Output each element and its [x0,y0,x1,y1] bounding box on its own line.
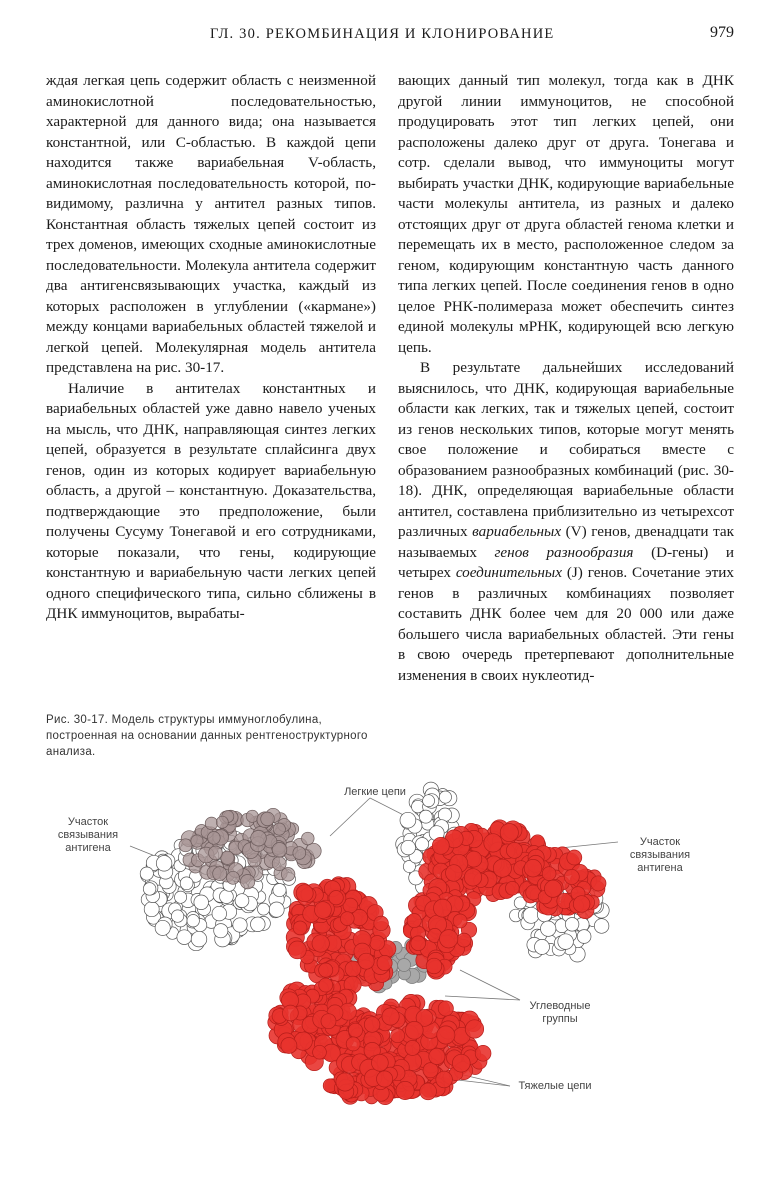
atom-sphere [419,810,432,823]
atom-sphere [382,1008,399,1025]
atom-sphere [156,856,172,872]
atom-sphere [391,1029,405,1043]
atom-sphere [370,936,385,951]
atom-sphere [336,1073,354,1091]
atom-sphere [171,910,183,922]
atom-sphere [423,1063,438,1078]
atom-sphere [405,1021,423,1039]
atom-sphere [426,958,442,974]
atom-sphere [205,817,218,830]
atom-sphere [177,930,192,945]
term-joining-genes: соединительных [455,564,562,581]
atom-sphere [565,918,579,932]
atom-sphere [577,930,591,944]
atom-sphere [438,808,451,821]
atom-sphere [524,859,542,877]
atom-sphere [573,896,590,913]
right-paragraph-1: вающих данный тип молекул, тогда как в ДНК другой линии иммуноцитов, не способной продуцировать этот тип легких цепей, они расположены далеко друг от друга. Тонегава и сотр. сделали вывод, что иммуноциты могут выбирать участки ДНК, кодирующие вариабельные части молекулы антитела, из разных и далеко отстоящих друг от друга областей генома клетки и перемещать их в место, расположенное следом за геном, кодирующим константную часть данного типа легких цепей. После соединения генов в одно целое РНК-полимераза может обеспечить синтез единой молекулы мРНК, кодирующей всю легкую цепь. [398,72,734,356]
atom-sphere [523,907,539,923]
atom-sphere [401,840,416,855]
atom-sphere [313,1045,327,1059]
label-antigen-site-left: Участок связывания антигена [57,816,119,854]
left-paragraph-2: Наличие в антителах константных и вариабельных областей уже давно навело ученых на мысль, что ДНК, направляющая синтез легких цепей, образуется в результате сплайсинга двух генов, один из которых кодирует вариабельную область, а другой – константную. Доказательства, подтверждающие это предположение, были получены Сусуму Тонегавой и его сотрудниками, которые показали, что гены, кодирующие константную и вариабельную части легких цепей одного специфического типа, сильно сближены в ДНК иммуноцитов, вырабаты- [46,379,376,622]
right-paragraph-2 [398,358,734,686]
figure-caption: Рис. 30-17. Модель структуры иммуноглобулина, построенная на основании данных рентгеноструктурного анализа. [46,714,368,758]
right-paragraph-2c: (D-гены) и четырех [398,543,734,581]
atom-sphere [407,914,421,928]
atom-sphere [475,1045,491,1061]
atom-sphere [143,883,156,896]
atom-sphere [175,891,187,903]
atom-sphere [261,812,275,826]
atom-sphere [293,921,307,935]
atom-sphere [258,903,270,915]
atom-sphere [429,1048,445,1064]
left-column [46,71,376,625]
atom-sphere [269,902,284,917]
label-antigen-site-right: Участок связывания антигена [629,836,691,874]
right-column [398,71,734,686]
atom-sphere [214,924,228,938]
atom-sphere [289,941,307,959]
atom-sphere [319,978,333,992]
atom-sphere [464,869,481,886]
atom-sphere [423,795,435,807]
atom-sphere [312,935,329,952]
atom-sphere [194,895,209,910]
atom-sphere [398,959,411,972]
atom-sphere [457,933,471,947]
atom-sphere [273,884,286,897]
page-header [0,24,774,48]
atom-sphere [484,834,502,852]
right-paragraph-2d: (J) генов. Сочетание этих генов в различных комбинациях позволяет составить ДНК более чем для 20 000 или даже большего числа вариабельных областей. Эти гены в свою очередь претерпевают дополнительные изменения в своих нуклеотид- [398,564,735,684]
atom-sphere [251,917,266,932]
atom-sphere [346,1037,360,1051]
atom-sphere [374,916,389,931]
atom-sphere [251,830,267,846]
atom-sphere [564,869,579,884]
atom-sphere [235,894,249,908]
atom-sphere [500,824,518,842]
atom-sphere [207,832,220,845]
atom-sphere [535,939,550,954]
atom-sphere [315,902,332,919]
atom-sphere [541,921,556,936]
heavy-chain-atoms [268,820,606,1105]
atom-sphere [296,885,313,902]
atom-sphere [416,838,429,851]
atom-sphere [434,899,452,917]
atom-sphere [544,880,561,897]
atom-sphere [216,816,228,828]
term-diversity-genes: генов разнообразия [494,543,634,561]
atom-sphere [505,881,519,895]
atom-sphere [272,843,287,858]
atom-sphere [293,847,306,860]
atom-sphere [405,1040,420,1055]
right-paragraph-2a: В результате дальнейших исследований выяснилось, что ДНК, кодирующая вариабельные области как легких, так и тяжелых цепей, состоит из генов нескольких типов, которые могут менять свое положение и собираться вместе с образованием разнообразных комбинаций (рис. 30-18). ДНК, определяющая вариабельные области антител, составлена приблизительно из четырехсот различных [398,359,734,540]
atom-sphere [348,1023,362,1037]
page-number: 979 [710,24,734,41]
atom-sphere [377,1071,393,1087]
atom-sphere [281,868,295,882]
atom-sphere [453,914,467,928]
atom-sphere [321,1014,336,1029]
atom-sphere [212,906,227,921]
atom-sphere [180,877,193,890]
right-paragraph-2b: (V) генов, двенадцати так называемых [398,523,735,561]
atom-sphere [506,842,522,858]
atom-sphere [396,1081,414,1099]
atom-sphere [155,920,170,935]
running-title: ГЛ. 30. РЕКОМБИНАЦИЯ И КЛОНИРОВАНИЕ [210,26,555,42]
atom-sphere [283,1005,299,1021]
atom-sphere [144,902,159,917]
atom-sphere [281,1038,297,1054]
atom-sphere [542,867,556,881]
atom-sphere [594,919,609,934]
atom-sphere [400,812,416,828]
atom-sphere [439,791,451,803]
atom-sphere [440,930,458,948]
atom-sphere [420,1083,437,1100]
atom-sphere [591,876,606,891]
atom-sphere [220,890,234,904]
atom-sphere [438,1001,453,1016]
atom-sphere [465,1020,483,1038]
atom-sphere [191,835,203,847]
immunoglobulin-model [40,778,740,1118]
label-heavy-chains: Тяжелые цепи [518,1080,592,1092]
atom-sphere [466,851,482,867]
atom-sphere [446,865,463,882]
atom-sphere [213,867,227,881]
atom-sphere [273,823,285,835]
atom-sphere [436,1071,453,1088]
atom-sphere [377,955,392,970]
atom-sphere [558,934,574,950]
atom-sphere [452,1054,470,1072]
atom-sphere [437,1026,455,1044]
atom-sphere [372,1054,389,1071]
atom-sphere [329,891,343,905]
atom-sphere [302,832,315,845]
atom-sphere [246,810,258,822]
atom-sphere [411,936,426,951]
label-carbohydrate-groups: Углеводные группы [529,1000,591,1025]
atom-sphere [227,871,240,884]
left-paragraph-1: ждая легкая цепь содержит область с неизменной аминокислотной последовательностью, характерной для данного вида; она называется константной, или С-областью. В каждой цепи находится также вариабельная V-область, аминокислотная последовательность которой, по-видимому, различна у антител разных типов. Константная область тяжелых цепей состоит из трех доменов, имеющих сходные аминокислотные последовательности. Молекула антитела содержит два антигенсвязывающих участка, каждый из которых расположен в углублении («кармане») между концами вариабельных областей тяжелой и легкой цепей. Молекулярная модель антитела представлена на рис. 30-17. [46,72,376,376]
atom-sphere [319,963,333,977]
immunoglobulin-figure [40,778,740,1118]
atom-sphere [191,931,207,947]
atom-sphere [358,953,374,969]
atom-sphere [209,846,223,860]
atom-sphere [179,839,192,852]
atom-sphere [432,837,449,854]
atom-sphere [567,850,582,865]
atom-sphere [340,912,354,926]
atom-sphere [364,1017,380,1033]
label-light-chains: Легкие цепи [344,786,406,798]
atom-sphere [140,867,153,880]
atom-sphere [240,875,254,889]
atom-sphere [493,859,511,877]
atom-sphere [233,918,247,932]
term-variable-genes: вариабельных [472,523,562,540]
atom-sphere [187,915,199,927]
